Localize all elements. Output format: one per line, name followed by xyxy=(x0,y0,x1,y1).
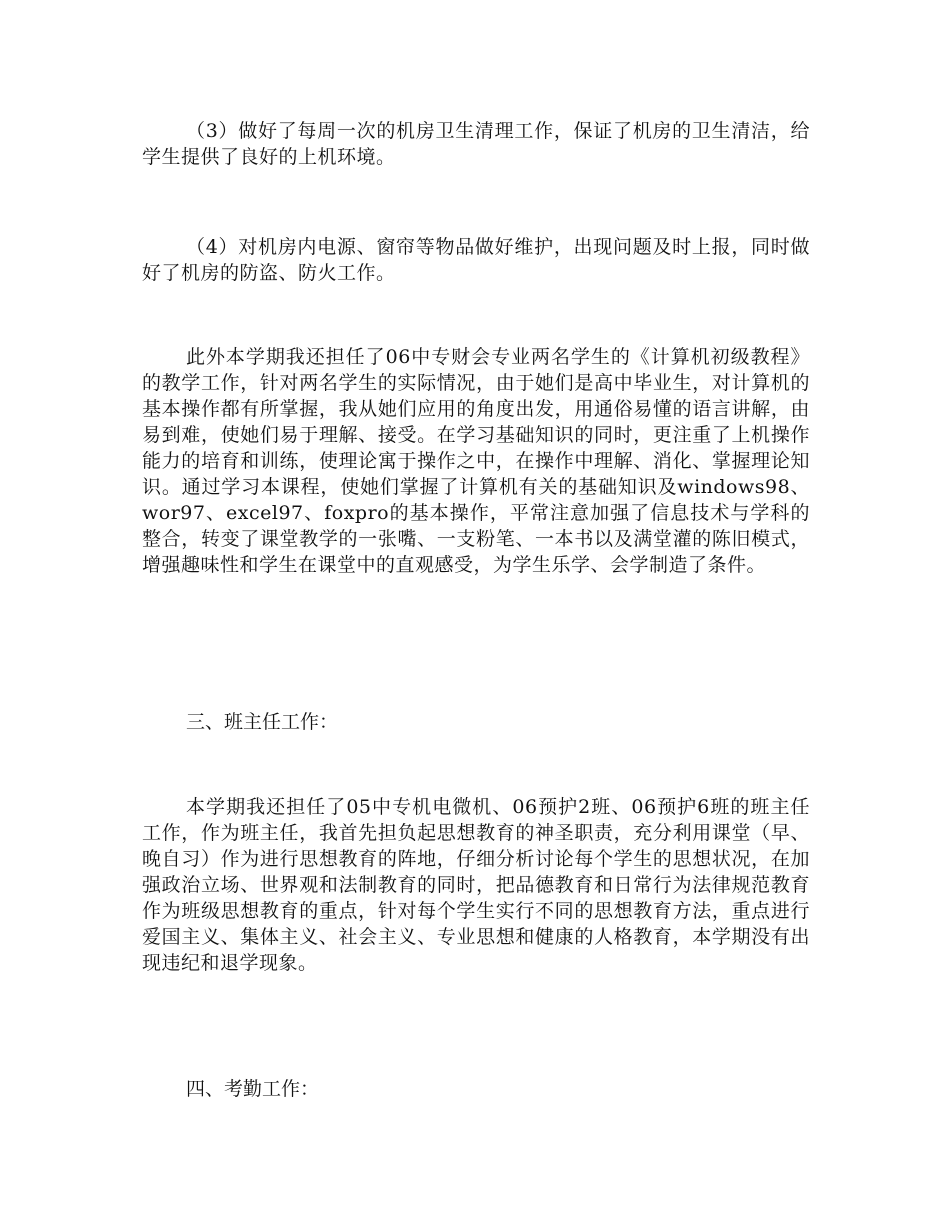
paragraph-lab-maintenance: （4）对机房内电源、窗帘等物品做好维护，出现问题及时上报，同时做好了机房的防盗、防火工作。 xyxy=(142,236,810,284)
paragraph-lab-cleaning: （3）做好了每周一次的机房卫生清理工作，保证了机房的卫生清洁，给学生提供了良好的上机环境。 xyxy=(142,120,810,168)
section-heading-attendance: 四、考勤工作： xyxy=(186,1078,320,1100)
paragraph-teaching-work: 此外本学期我还担任了06中专财会专业两名学生的《计算机初级教程》的教学工作，针对两名学生的实际情况，由于她们是高中毕业生，对计算机的基本操作都有所掌握，我从她们应用的角度出发，用通俗易懂的语言讲解，由易到难，使她们易于理解、接受。在学习基础知识的同时，更注重了上机操作能力的培育和训练，使理论寓于操作之中，在操作中理解、消化、掌握理论知识。通过学习本课程，使她们掌握了计算机有关的基础知识及windows98、wor97、excel97、foxpro的基本操作，平常注意加强了信息技术与学科的整合，转变了课堂教学的一张嘴、一支粉笔、一本书以及满堂灌的陈旧模式，增强趣味性和学生在课堂中的直观感受，为学生乐学、会学制造了条件。 xyxy=(142,346,810,576)
section-heading-head-teacher: 三、班主任工作： xyxy=(186,711,339,733)
paragraph-head-teacher-work: 本学期我还担任了05中专机电微机、06预护2班、06预护6班的班主任工作，作为班主任，我首先担负起思想教育的神圣职责，充分利用课堂（早、晚自习）作为进行思想教育的阵地，仔细分析讨论每个学生的思想状况，在加强政治立场、世界观和法制教育的同时，把品德教育和日常行为法律规范教育作为班级思想教育的重点，针对每个学生实行不同的思想教育方法，重点进行爱国主义、集体主义、社会主义、专业思想和健康的人格教育，本学期没有出现违纪和退学现象。 xyxy=(142,796,810,974)
